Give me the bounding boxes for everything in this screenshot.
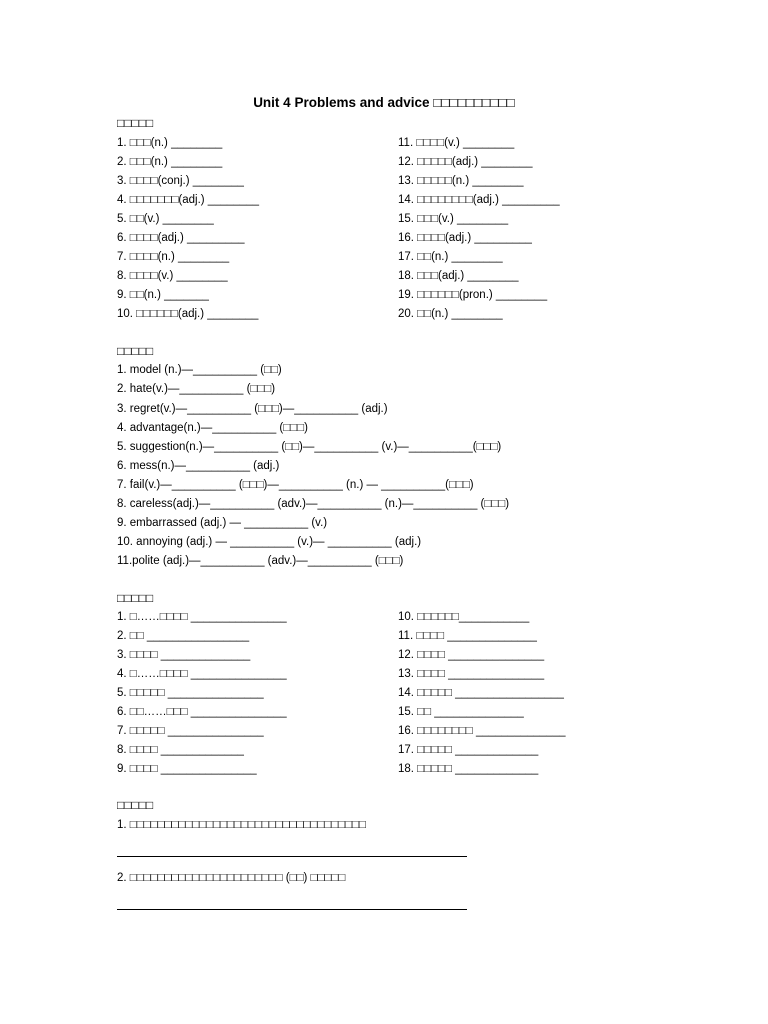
vocab-item: 17. □□(n.) ________ xyxy=(398,251,503,263)
phrase-item: 9. □□□□ _______________ xyxy=(117,763,257,775)
phrase-item: 14. □□□□□ _________________ xyxy=(398,687,564,699)
vocab-item: 3. □□□□(conj.) ________ xyxy=(117,175,244,187)
vocab-item: 2. □□□(n.) ________ xyxy=(117,156,223,168)
page-title: Unit 4 Problems and advice □□□□□□□□□□ xyxy=(253,95,515,110)
word-form-item: 11.polite (adj.)—__________ (adv.)—__________ (□□□) xyxy=(117,555,404,567)
word-form-item: 6. mess(n.)—__________ (adj.) xyxy=(117,460,280,472)
vocab-item: 15. □□□(v.) ________ xyxy=(398,213,509,225)
vocab-item: 4. □□□□□□□(adj.) ________ xyxy=(117,194,259,206)
phrase-item: 12. □□□□ _______________ xyxy=(398,649,545,661)
phrase-item: 4. □……□□□□ _______________ xyxy=(117,668,287,680)
phrase-item: 3. □□□□ ______________ xyxy=(117,649,251,661)
vocab-item: 11. □□□□(v.) ________ xyxy=(398,137,515,149)
word-form-item: 7. fail(v.)—__________ (□□□)—__________ (n.) — __________(□□□) xyxy=(117,479,474,491)
section-4-heading: □□□□□ xyxy=(117,798,154,812)
section-1-heading: □□□□□ xyxy=(117,116,154,130)
vocab-item: 8. □□□□(v.) ________ xyxy=(117,270,228,282)
phrase-item: 10. □□□□□□___________ xyxy=(398,611,530,623)
vocab-item: 13. □□□□□(n.) ________ xyxy=(398,175,524,187)
section-3-heading: □□□□□ xyxy=(117,591,154,605)
vocab-item: 1. □□□(n.) ________ xyxy=(117,137,223,149)
word-form-item: 4. advantage(n.)—__________ (□□□) xyxy=(117,422,308,434)
answer-line-2[interactable] xyxy=(117,909,467,910)
vocab-item: 6. □□□□(adj.) _________ xyxy=(117,232,245,244)
section-2-heading: □□□□□ xyxy=(117,344,154,358)
vocab-item: 14. □□□□□□□□(adj.) _________ xyxy=(398,194,560,206)
vocab-item: 7. □□□□(n.) ________ xyxy=(117,251,230,263)
vocab-item: 10. □□□□□□(adj.) ________ xyxy=(117,308,259,320)
vocab-item: 18. □□□(adj.) ________ xyxy=(398,270,519,282)
vocab-item: 20. □□(n.) ________ xyxy=(398,308,503,320)
word-form-item: 2. hate(v.)—__________ (□□□) xyxy=(117,383,276,395)
answer-line-1[interactable] xyxy=(117,856,467,857)
phrase-item: 7. □□□□□ _______________ xyxy=(117,725,264,737)
word-form-item: 8. careless(adj.)—__________ (adv.)—__________ (n.)—__________ (□□□) xyxy=(117,498,510,510)
phrase-item: 13. □□□□ _______________ xyxy=(398,668,545,680)
phrase-item: 18. □□□□□ _____________ xyxy=(398,763,539,775)
word-form-item: 1. model (n.)—__________ (□□) xyxy=(117,364,282,376)
vocab-item: 19. □□□□□□(pron.) ________ xyxy=(398,289,548,301)
phrase-item: 16. □□□□□□□□ ______________ xyxy=(398,725,566,737)
word-form-item: 10. annoying (adj.) — __________ (v.)— __________ (adj.) xyxy=(117,536,422,548)
vocab-item: 12. □□□□□(adj.) ________ xyxy=(398,156,533,168)
word-form-item: 5. suggestion(n.)—__________ (□□)—__________ (v.)—__________(□□□) xyxy=(117,441,502,453)
translation-item-1: 1. □□□□□□□□□□□□□□□□□□□□□□□□□□□□□□□□□□ xyxy=(117,819,366,831)
translation-item-2: 2. □□□□□□□□□□□□□□□□□□□□□□ (□□) □□□□□ xyxy=(117,872,346,884)
phrase-item: 8. □□□□ _____________ xyxy=(117,744,244,756)
vocab-item: 16. □□□□(adj.) _________ xyxy=(398,232,532,244)
vocab-item: 9. □□(n.) _______ xyxy=(117,289,209,301)
word-form-item: 3. regret(v.)—__________ (□□□)—__________ (adj.) xyxy=(117,403,388,415)
phrase-item: 15. □□ ______________ xyxy=(398,706,524,718)
phrase-item: 6. □□……□□□ _______________ xyxy=(117,706,287,718)
phrase-item: 1. □……□□□□ _______________ xyxy=(117,611,287,623)
phrase-item: 2. □□ ________________ xyxy=(117,630,250,642)
phrase-item: 11. □□□□ ______________ xyxy=(398,630,537,642)
word-form-item: 9. embarrassed (adj.) — __________ (v.) xyxy=(117,517,328,529)
vocab-item: 5. □□(v.) ________ xyxy=(117,213,214,225)
phrase-item: 5. □□□□□ _______________ xyxy=(117,687,264,699)
phrase-item: 17. □□□□□ _____________ xyxy=(398,744,539,756)
